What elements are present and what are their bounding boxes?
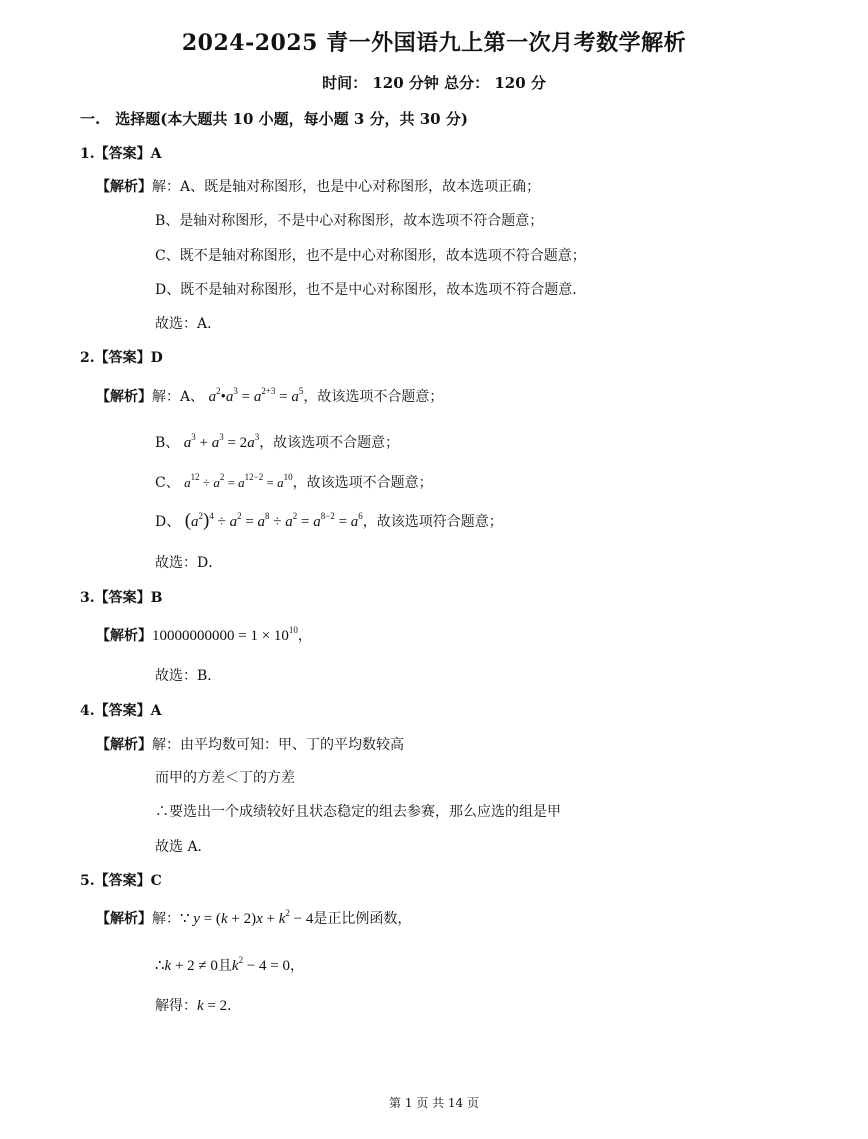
q5-answer-line bbox=[80, 870, 162, 890]
q2-a-suffix: ，故该选项不合题意； bbox=[303, 389, 444, 405]
q4-text-1: 解：由平均数可知：甲、丁的平均数较高 bbox=[152, 737, 404, 753]
analysis-tag: 【解析】 bbox=[96, 911, 152, 927]
q2-option-d bbox=[155, 510, 503, 532]
q5-solution: k = 2 bbox=[197, 998, 228, 1014]
q3-formula: $10000000000 = 1 \times 10^{10}$ bbox=[152, 625, 298, 644]
analysis-tag: 【解析】 bbox=[96, 179, 152, 195]
answer-tag: 【答案】 bbox=[94, 350, 151, 366]
q2-answer-line bbox=[80, 347, 163, 367]
q2-option-a bbox=[96, 386, 443, 406]
q5-l3-prefix: 解得： bbox=[155, 998, 197, 1014]
q4-answer-line bbox=[80, 700, 162, 720]
q1-analysis-line-2: B、是轴对称图形，不是中心对称图形，故本选项不符合题意； bbox=[155, 213, 544, 229]
q5-l1-suffix: 是正比例函数， bbox=[313, 911, 412, 927]
q3-answer: B bbox=[150, 590, 163, 606]
q2-answer: D bbox=[150, 350, 163, 366]
q2-conclusion: 故选：D． bbox=[155, 555, 223, 571]
q5-analysis-line-1 bbox=[96, 908, 411, 928]
answer-tag: 【答案】 bbox=[94, 590, 151, 606]
q5-l3-suffix: ． bbox=[227, 998, 242, 1014]
q5-number: 5. bbox=[80, 873, 95, 889]
analysis-tag: 【解析】 bbox=[96, 389, 152, 405]
q1-answer: A bbox=[150, 146, 162, 162]
section-heading: 一. 选择题(本大题共 10 小题，每小题 3 分，共 30 分) bbox=[80, 110, 468, 128]
answer-tag: 【答案】 bbox=[94, 873, 151, 889]
q5-condition-1: ∴k + 2 ≠ 0 bbox=[155, 958, 218, 974]
q5-analysis-line-3 bbox=[155, 995, 241, 1015]
q5-answer: C bbox=[150, 873, 162, 889]
q1-text-1: 解：A、既是轴对称图形，也是中心对称图形，故本选项正确； bbox=[152, 179, 541, 195]
q2-c-prefix: C、 bbox=[155, 475, 180, 491]
analysis-tag: 【解析】 bbox=[96, 737, 152, 753]
page-footer: 第 1 页 共 14 页 bbox=[389, 1096, 479, 1110]
q5-l2-suffix: ， bbox=[290, 958, 305, 974]
q5-l1-prefix: 解： bbox=[152, 911, 180, 927]
q4-analysis-line-3: ∴要选出一个成绩较好且状态稳定的组去参赛，那么应选的组是甲 bbox=[155, 804, 561, 820]
q2-number: 2. bbox=[80, 350, 95, 366]
q2-c-formula: $a^{12} \div a^2 = a^{12-2} = a^{10}$ bbox=[184, 472, 293, 490]
q4-analysis-line-2: 而甲的方差＜丁的方差 bbox=[155, 770, 295, 786]
q2-a-prefix: 解：A、 bbox=[152, 389, 205, 405]
q2-option-b bbox=[155, 432, 399, 452]
q5-l2-and: 且 bbox=[217, 958, 232, 974]
analysis-tag: 【解析】 bbox=[96, 628, 152, 644]
q2-d-formula: $(a^2)^4 \div a^2 = a^8 \div a^2 = a^{8-2} = a^6$ bbox=[184, 510, 363, 531]
exam-info: 时间： 120 分钟 总分： 120 分 bbox=[322, 74, 546, 92]
q2-b-formula: $a^3 + a^3 = 2a^3$ bbox=[183, 432, 260, 451]
q1-analysis-line-4: D、既不是轴对称图形，也不是中心对称图形，故本选项不符合题意． bbox=[155, 282, 587, 298]
q1-analysis-line-3: C、既不是轴对称图形，也不是中心对称图形，故本选项不符合题意； bbox=[155, 248, 586, 264]
q2-d-suffix: ，故该选项符合题意； bbox=[362, 514, 503, 530]
answer-tag: 【答案】 bbox=[94, 146, 151, 162]
q4-analysis-line-1 bbox=[96, 734, 404, 754]
q2-b-prefix: B、 bbox=[155, 435, 180, 451]
q2-a-formula: $a^2•a^3 = a^{2+3} = a^5$ bbox=[208, 386, 304, 405]
q1-number: 1. bbox=[80, 146, 95, 162]
q1-conclusion: 故选：A． bbox=[155, 316, 222, 332]
q3-conclusion: 故选：B． bbox=[155, 668, 222, 684]
q1-answer-line bbox=[80, 143, 162, 163]
q4-conclusion: 故选 A． bbox=[155, 839, 212, 855]
q2-d-prefix: D、 bbox=[155, 514, 181, 530]
page-title: 2024-2025 青一外国语九上第一次月考数学解析 bbox=[181, 30, 687, 56]
q5-condition-2: $k^2 - 4 = 0$ bbox=[231, 955, 291, 974]
q3-number: 3. bbox=[80, 590, 95, 606]
q2-c-suffix: ，故该选项不合题意； bbox=[292, 475, 433, 491]
q2-b-suffix: ，故该选项不合题意； bbox=[259, 435, 400, 451]
q2-option-c bbox=[155, 472, 433, 492]
q5-function-formula: ∵ $y = (k + 2)x + k^2 - 4$ bbox=[180, 908, 314, 927]
q1-analysis-line-1 bbox=[96, 176, 540, 196]
q5-analysis-line-2 bbox=[155, 955, 304, 975]
q3-analysis-line bbox=[96, 625, 312, 645]
answer-tag: 【答案】 bbox=[94, 703, 151, 719]
q4-number: 4. bbox=[80, 703, 95, 719]
q3-suffix: ， bbox=[297, 628, 312, 644]
q4-answer: A bbox=[150, 703, 162, 719]
q3-answer-line bbox=[80, 587, 162, 607]
